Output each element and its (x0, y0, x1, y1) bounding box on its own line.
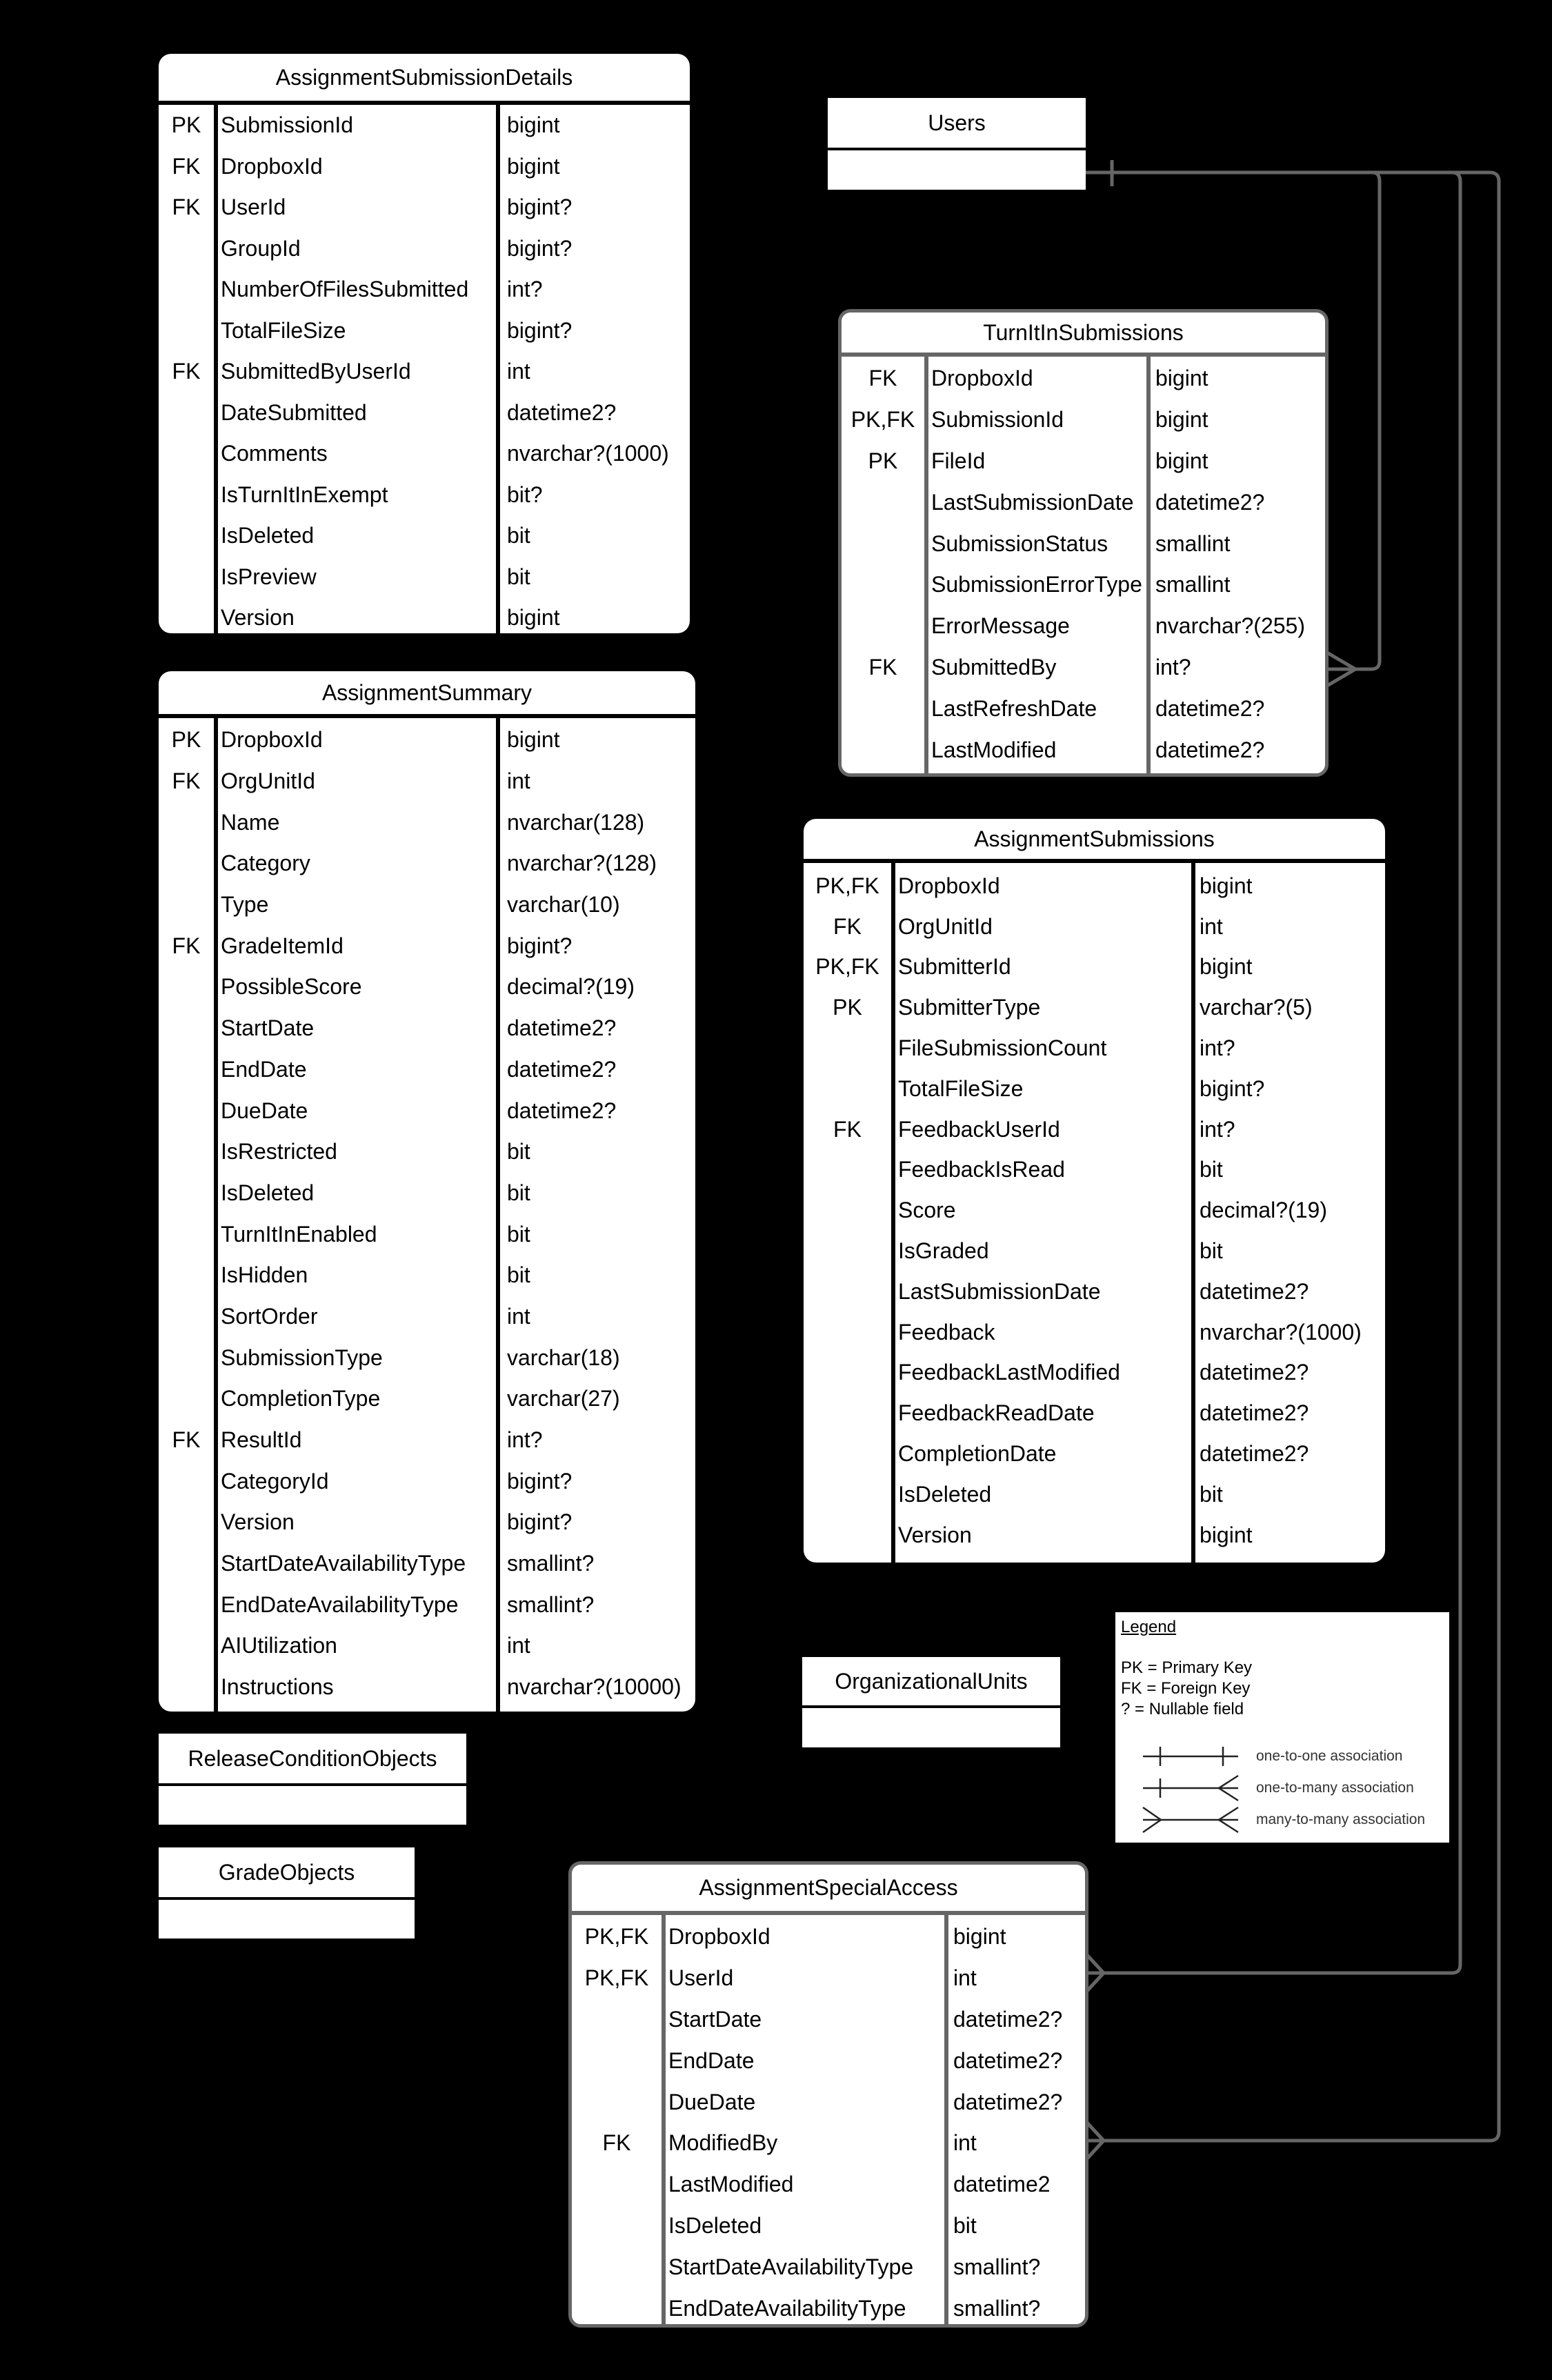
table-row (159, 393, 690, 434)
table-row (572, 2205, 1085, 2247)
column-name: Comments (221, 441, 328, 466)
column-name: SubmissionId (221, 112, 354, 138)
column-name: UserId (221, 195, 286, 220)
column-type: datetime2? (953, 2006, 1063, 2032)
table-row (842, 564, 1325, 606)
table-row (842, 399, 1325, 441)
table-row (159, 1090, 695, 1131)
column-type: datetime2? (953, 2089, 1063, 2114)
table-row (842, 482, 1325, 523)
column-name: SubmissionStatus (931, 530, 1108, 556)
key-badge: FK (172, 195, 201, 220)
column-name: OrgUnitId (221, 768, 315, 794)
table-row (159, 966, 695, 1008)
column-name: CompletionDate (898, 1441, 1057, 1467)
entity-title: AssignmentSubmissionDetails (275, 64, 573, 90)
column-type: int? (507, 1427, 543, 1453)
column-name: PossibleScore (221, 974, 362, 1000)
table-row (804, 1150, 1385, 1191)
column-type: bigint (507, 112, 560, 138)
key-badge: FK (868, 366, 897, 391)
table-row (804, 987, 1385, 1028)
column-type: bigint (507, 605, 560, 631)
column-type: bit? (507, 482, 543, 507)
key-badge: PK,FK (850, 407, 915, 433)
legend-definition: ? = Nullable field (1121, 1700, 1244, 1718)
table-row (572, 2040, 1085, 2081)
key-badge: FK (172, 768, 201, 794)
legend-definition: FK = Foreign Key (1121, 1679, 1251, 1698)
table-row (159, 1008, 695, 1049)
table-row (159, 1625, 695, 1667)
table-row (159, 310, 690, 352)
column-type: bigint (1155, 448, 1208, 473)
column-type: bigint (1155, 366, 1208, 391)
key-badge: PK (868, 448, 898, 473)
entity-body (159, 1786, 466, 1825)
entity-turnitin-submissions[interactable] (838, 309, 1329, 777)
column-type: datetime2? (507, 1015, 617, 1041)
column-type: smallint? (953, 2254, 1041, 2279)
column-type: bit (507, 564, 530, 589)
key-badge: PK (833, 995, 862, 1020)
entity-organizational-units[interactable] (802, 1657, 1060, 1747)
column-name: DropboxId (221, 153, 323, 179)
column-type: bigint (1155, 407, 1208, 433)
column-list (842, 357, 1325, 773)
table-row (159, 1296, 695, 1338)
table-row (159, 1337, 695, 1378)
table-row (804, 1069, 1385, 1109)
column-name: FeedbackUserId (898, 1116, 1060, 1142)
table-row (159, 351, 690, 393)
column-type: smallint? (953, 2295, 1041, 2321)
column-type: varchar(10) (507, 892, 620, 918)
table-row (572, 2123, 1085, 2164)
column-name: TotalFileSize (221, 317, 346, 343)
table-row (159, 146, 690, 188)
key-badge: FK (172, 153, 201, 179)
table-row (572, 2081, 1085, 2123)
entity-assignment-submission-details[interactable] (159, 54, 690, 633)
column-type: bit (507, 523, 530, 548)
column-name: Feedback (898, 1319, 995, 1345)
table-row (159, 1131, 695, 1173)
column-type: datetime2? (1200, 1400, 1309, 1426)
column-name: FileSubmissionCount (898, 1035, 1107, 1061)
column-name: IsTurnItInExempt (221, 482, 388, 507)
table-row (159, 802, 695, 843)
column-type: nvarchar?(128) (507, 851, 657, 876)
column-name: CategoryId (221, 1468, 329, 1494)
column-name: UserId (668, 1965, 734, 1991)
column-type: varchar(18) (507, 1345, 620, 1370)
column-type: bigint (507, 153, 560, 179)
table-row (159, 1049, 695, 1091)
column-type: int? (1155, 654, 1191, 680)
column-name: FeedbackLastModified (898, 1360, 1120, 1385)
table-row (804, 1190, 1385, 1231)
column-type: nvarchar?(1000) (1200, 1319, 1362, 1345)
entity-title: AssignmentSpecialAccess (699, 1875, 958, 1900)
column-type: bigint? (1200, 1075, 1265, 1101)
table-row (159, 1255, 695, 1296)
table-row (572, 1916, 1085, 1958)
column-name: StartDateAvailabilityType (668, 2254, 914, 2279)
table-row (804, 1353, 1385, 1394)
column-name: SubmissionErrorType (931, 572, 1142, 597)
key-badge: PK,FK (584, 1924, 649, 1950)
column-type: datetime2? (507, 1098, 617, 1123)
column-name: EndDate (668, 2047, 755, 2073)
column-type: datetime2? (1155, 695, 1265, 721)
table-row (842, 358, 1325, 399)
column-type: bit (507, 1139, 530, 1164)
legend (1115, 1612, 1449, 1843)
column-type: bigint (1200, 873, 1253, 898)
column-name: Version (898, 1522, 972, 1547)
column-type: smallint (1155, 572, 1231, 597)
column-name: Score (898, 1198, 956, 1223)
table-row (804, 866, 1385, 906)
column-name: EndDateAvailabilityType (221, 1591, 459, 1617)
entity-title: GradeObjects (159, 1847, 415, 1897)
table-row (159, 884, 695, 926)
column-type: bit (507, 1221, 530, 1247)
column-type: smallint? (507, 1551, 595, 1576)
connector-users-trunk (1086, 172, 1499, 181)
key-badge: FK (172, 933, 201, 958)
column-name: SubmittedBy (931, 654, 1057, 680)
table-row (842, 729, 1325, 771)
column-name: LastSubmissionDate (931, 489, 1134, 515)
key-badge: FK (833, 1116, 862, 1142)
column-type: decimal?(19) (1200, 1198, 1327, 1223)
column-name: Name (221, 809, 280, 835)
column-type: datetime2? (507, 1056, 617, 1082)
entity-title: TurnItInSubmissions (983, 319, 1184, 345)
column-name: GradeItemId (221, 933, 344, 958)
table-row (804, 1474, 1385, 1515)
column-name: Instructions (221, 1674, 334, 1700)
table-row (159, 843, 695, 884)
table-row (572, 2288, 1085, 2329)
column-name: SubmittedByUserId (221, 359, 411, 384)
column-type: smallint (1155, 530, 1231, 556)
column-name: AIUtilization (221, 1633, 337, 1658)
column-type: bigint (1200, 1522, 1253, 1547)
column-name: GroupId (221, 235, 301, 261)
column-type: decimal?(19) (507, 974, 635, 1000)
table-row (572, 1958, 1085, 1999)
column-list (159, 105, 690, 633)
column-name: DropboxId (668, 1924, 770, 1950)
table-row (159, 1460, 695, 1502)
key-badge: PK (171, 727, 201, 753)
column-list (159, 718, 695, 1712)
key-badge: FK (602, 2130, 631, 2156)
column-name: SubmissionType (221, 1345, 383, 1370)
key-badge: PK,FK (815, 873, 879, 898)
table-row (159, 597, 690, 639)
table-row (804, 1515, 1385, 1556)
column-type: bigint? (507, 1468, 573, 1494)
legend-definition: PK = Primary Key (1121, 1658, 1253, 1677)
table-row (159, 1378, 695, 1420)
column-name: IsDeleted (221, 1180, 315, 1205)
entity-title: AssignmentSummary (321, 680, 533, 705)
column-list (572, 1915, 1085, 2328)
table-row (159, 105, 690, 146)
column-type: datetime2? (1200, 1360, 1309, 1385)
column-name: OrgUnitId (898, 913, 993, 939)
column-name: NumberOfFilesSubmitted (221, 277, 469, 302)
table-row (159, 925, 695, 966)
column-type: datetime2? (1155, 737, 1265, 762)
column-name: IsPreview (221, 564, 317, 589)
column-name: IsDeleted (221, 523, 315, 548)
many-to-many-icon (1142, 1806, 1245, 1834)
entity-users[interactable] (828, 98, 1086, 190)
table-row (572, 2246, 1085, 2288)
legend-many-to-many (1121, 1804, 1444, 1836)
column-name: DropboxId (221, 727, 323, 753)
table-row (159, 1667, 695, 1708)
table-row (159, 557, 690, 598)
table-row (572, 2164, 1085, 2205)
column-type: nvarchar(128) (507, 809, 645, 835)
column-type: datetime2? (953, 2047, 1063, 2073)
table-row (159, 433, 690, 475)
table-row (804, 947, 1385, 988)
column-name: LastRefreshDate (931, 695, 1097, 721)
table-row (159, 515, 690, 557)
column-name: DropboxId (931, 366, 1033, 391)
column-type: int (507, 359, 530, 384)
column-type: bit (1200, 1481, 1223, 1507)
entity-grade-objects[interactable] (159, 1847, 415, 1938)
column-type: smallint? (507, 1591, 595, 1617)
column-type: bigint? (507, 195, 573, 220)
key-badge: PK,FK (815, 954, 879, 980)
legend-label: one-to-one association (1256, 1748, 1403, 1764)
column-type: bigint? (507, 317, 573, 343)
column-name: SubmitterId (898, 954, 1011, 980)
column-type: bigint (953, 1924, 1006, 1950)
column-name: ErrorMessage (931, 613, 1070, 639)
column-name: SubmitterType (898, 995, 1041, 1020)
table-row (804, 1109, 1385, 1150)
legend-one-to-one (1121, 1741, 1444, 1772)
column-type: int? (1200, 1116, 1235, 1142)
table-row (804, 1312, 1385, 1353)
column-type: bigint (507, 727, 560, 753)
column-type: bigint? (507, 1509, 573, 1535)
column-type: bit (507, 1262, 530, 1288)
column-type: int (953, 2130, 977, 2156)
column-name: StartDate (668, 2006, 762, 2032)
column-type: bigint? (507, 235, 573, 261)
legend-label: many-to-many association (1256, 1812, 1426, 1827)
column-name: StartDateAvailabilityType (221, 1551, 466, 1576)
key-badge: FK (868, 654, 897, 680)
table-row (804, 1434, 1385, 1474)
column-type: datetime2? (1155, 489, 1265, 515)
column-name: ResultId (221, 1427, 302, 1453)
entity-body (159, 1900, 415, 1938)
table-row (159, 228, 690, 270)
column-name: CompletionType (221, 1386, 381, 1411)
entity-release-condition-objects[interactable] (159, 1734, 466, 1825)
table-row (804, 1393, 1385, 1434)
column-type: int? (507, 277, 543, 302)
column-type: int (1200, 913, 1223, 939)
table-row (842, 606, 1325, 647)
column-name: LastModified (668, 2172, 794, 2197)
entity-assignment-submissions[interactable] (804, 819, 1385, 1563)
column-type: varchar(27) (507, 1386, 620, 1411)
column-type: int (953, 1965, 977, 1991)
column-type: datetime2? (1200, 1441, 1309, 1467)
entity-title: OrganizationalUnits (802, 1657, 1060, 1705)
column-name: ModifiedBy (668, 2130, 778, 2156)
table-row (842, 441, 1325, 482)
column-type: int? (1200, 1035, 1235, 1061)
column-name: DropboxId (898, 873, 1000, 898)
table-row (159, 1420, 695, 1461)
table-row (572, 1999, 1085, 2041)
table-row (159, 187, 690, 228)
column-name: TotalFileSize (898, 1075, 1024, 1101)
column-name: DateSubmitted (221, 399, 367, 425)
table-row (159, 1213, 695, 1255)
column-type: datetime2 (953, 2172, 1051, 2197)
one-to-many-icon (1142, 1774, 1245, 1802)
column-type: nvarchar?(10000) (507, 1674, 682, 1700)
table-row (842, 523, 1325, 564)
table-row (804, 1028, 1385, 1069)
column-type: nvarchar?(255) (1155, 613, 1305, 639)
column-name: Version (221, 1509, 295, 1535)
column-name: Type (221, 892, 269, 918)
column-name: LastSubmissionDate (898, 1278, 1101, 1304)
table-row (159, 1173, 695, 1214)
column-type: int (507, 1633, 530, 1658)
table-row (842, 647, 1325, 688)
column-type: bit (1200, 1157, 1223, 1182)
column-name: DueDate (668, 2089, 756, 2114)
column-type: varchar?(5) (1200, 995, 1313, 1020)
column-name: IsDeleted (898, 1481, 992, 1507)
table-row (804, 1271, 1385, 1312)
column-name: IsRestricted (221, 1139, 337, 1164)
column-type: datetime2? (507, 399, 617, 425)
table-row (804, 1231, 1385, 1271)
column-name: Category (221, 851, 310, 876)
column-type: datetime2? (1200, 1278, 1309, 1304)
column-name: TurnItInEnabled (221, 1221, 377, 1247)
column-type: bit (953, 2212, 977, 2238)
column-name: FileId (931, 448, 986, 473)
key-badge: FK (172, 359, 201, 384)
legend-heading: Legend (1121, 1618, 1177, 1636)
table-row (159, 1543, 695, 1585)
column-name: StartDate (221, 1015, 315, 1041)
column-name: EndDate (221, 1056, 307, 1082)
entity-title: ReleaseConditionObjects (159, 1734, 466, 1783)
table-row (159, 1502, 695, 1543)
column-name: SortOrder (221, 1303, 318, 1329)
column-type: int (507, 1303, 530, 1329)
key-badge: FK (172, 1427, 201, 1453)
entity-body (802, 1708, 1060, 1747)
column-name: EndDateAvailabilityType (668, 2295, 906, 2321)
table-row (159, 761, 695, 802)
column-name: IsHidden (221, 1262, 308, 1288)
column-type: bit (507, 1180, 530, 1205)
connector-users-turnitin (1327, 172, 1380, 669)
column-name: Version (221, 605, 295, 631)
column-type: bigint (1200, 954, 1253, 980)
one-to-one-icon (1142, 1743, 1245, 1770)
table-row (842, 688, 1325, 729)
entity-title: AssignmentSubmissions (974, 826, 1215, 851)
column-name: DueDate (221, 1098, 308, 1123)
legend-one-to-many (1121, 1772, 1444, 1804)
key-badge: PK (171, 112, 201, 138)
table-row (804, 906, 1385, 947)
table-row (159, 475, 690, 516)
entity-title: Users (828, 98, 1086, 148)
column-name: IsGraded (898, 1238, 989, 1264)
table-row (159, 1584, 695, 1625)
legend-label: one-to-many association (1256, 1780, 1414, 1796)
column-type: int (507, 768, 530, 794)
key-badge: PK,FK (584, 1965, 649, 1991)
entity-assignment-special-access[interactable] (568, 1861, 1088, 2328)
column-type: nvarchar?(1000) (507, 441, 669, 466)
entity-body (828, 150, 1086, 190)
column-name: LastModified (931, 737, 1057, 762)
column-type: bit (1200, 1238, 1223, 1264)
column-list (804, 863, 1385, 1563)
column-name: SubmissionId (931, 407, 1064, 433)
column-name: IsDeleted (668, 2212, 762, 2238)
key-badge: FK (833, 913, 862, 939)
table-row (159, 720, 695, 761)
column-type: bigint? (507, 933, 573, 958)
column-name: FeedbackReadDate (898, 1400, 1095, 1426)
entity-assignment-summary[interactable] (159, 671, 695, 1712)
table-row (159, 269, 690, 310)
column-name: FeedbackIsRead (898, 1157, 1065, 1182)
